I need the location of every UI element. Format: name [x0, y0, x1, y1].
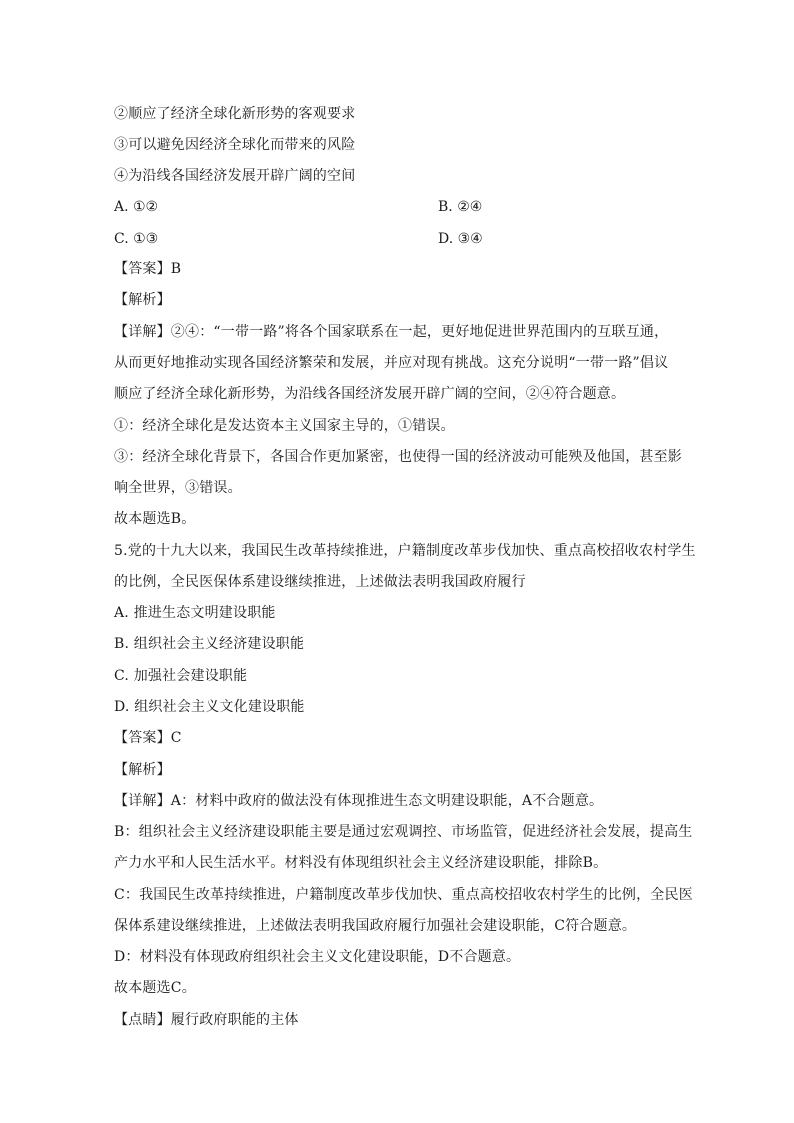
detail-line: ③：经济全球化背景下，各国合作更加紧密，也使得一国的经济波动可能殃及他国，甚至影 [114, 449, 682, 465]
option-c: C. ①③ [114, 231, 159, 247]
conclusion-line: 故本题选B。 [114, 511, 196, 527]
option-a: A. ①② [114, 199, 159, 215]
detail-line: 顺应了经济全球化新形势，为沿线各国经济发展开辟广阔的空间，②④符合题意。 [114, 386, 626, 402]
option-c: C. 加强社会建设职能 [114, 668, 248, 684]
detail-line: ①：经济全球化是发达资本主义国家主导的，①错误。 [114, 418, 455, 434]
question-5-stem: 5.党的十九大以来，我国民生改革持续推进，户籍制度改革步伐加快、重点高校招收农村学生 [114, 543, 696, 559]
answer-label: 【答案】B [114, 261, 182, 277]
detail-line: 产力水平和人民生活水平。材料没有体现组织社会主义经济建设职能，排除B。 [114, 855, 608, 871]
detail-line: 保体系建设继续推进，上述做法表明我国政府履行加强社会建设职能，C符合题意。 [114, 918, 637, 934]
options-row-cd [0, 229, 794, 249]
detail-line: 从而更好地推动实现各国经济繁荣和发展，并应对现有挑战。这充分说明“一带一路”倡议 [114, 355, 669, 371]
options-row-ab [0, 197, 794, 217]
option-a: A. 推进生态文明建设职能 [114, 605, 276, 621]
conclusion-line: 故本题选C。 [114, 980, 196, 996]
detail-line: 响全世界，③错误。 [114, 480, 242, 496]
option-d: D. 组织社会主义文化建设职能 [114, 699, 305, 715]
statement-3: ③可以避免因经济全球化而带来的风险 [114, 137, 356, 153]
tip-label: 【点睛】履行政府职能的主体 [114, 1012, 299, 1028]
analysis-label: 【解析】 [114, 762, 171, 778]
statement-2: ②顺应了经济全球化新形势的客观要求 [114, 106, 356, 122]
option-b: B. ②④ [438, 199, 483, 215]
detail-line: D：材料没有体现政府组织社会主义文化建设职能，D不合题意。 [114, 949, 521, 965]
detail-line: 【详解】A：材料中政府的做法没有体现推进生态文明建设职能，A不合题意。 [114, 793, 604, 809]
detail-line: 【详解】②④：“一带一路”将各个国家联系在一起，更好地促进世界范围内的互联互通， [114, 324, 669, 340]
detail-line: B：组织社会主义经济建设职能主要是通过宏观调控、市场监管，促进经济社会发展，提高生 [114, 824, 693, 840]
analysis-label: 【解析】 [114, 292, 171, 308]
question-5-stem: 的比例，全民医保体系建设继续推进，上述做法表明我国政府履行 [114, 574, 526, 590]
answer-label: 【答案】C [114, 730, 182, 746]
option-b: B. 组织社会主义经济建设职能 [114, 636, 305, 652]
statement-4: ④为沿线各国经济发展开辟广阔的空间 [114, 168, 356, 184]
detail-line: C：我国民生改革持续推进，户籍制度改革步伐加快、重点高校招收农村学生的比例，全民医 [114, 887, 693, 903]
option-d: D. ③④ [438, 231, 483, 247]
